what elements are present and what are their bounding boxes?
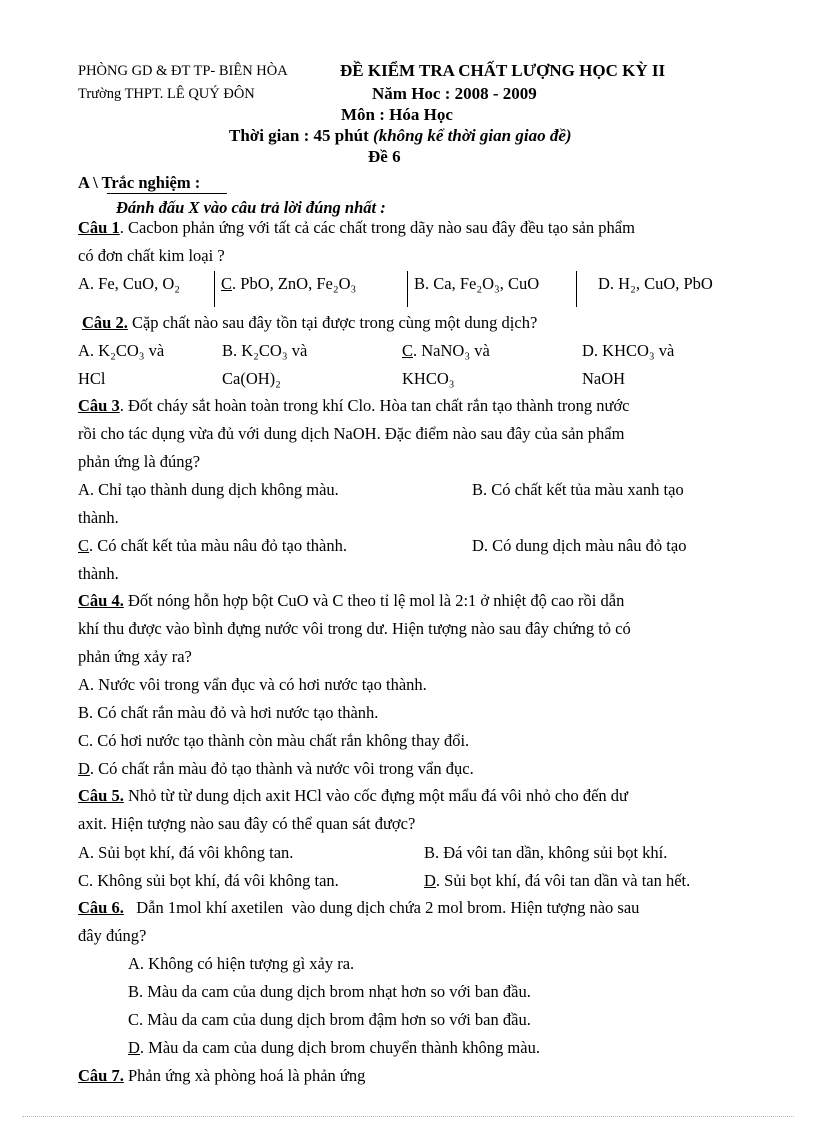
- q6-option-a[interactable]: A. Không có hiện tượng gì xảy ra.: [128, 954, 355, 973]
- page-bottom-divider: [22, 1116, 794, 1117]
- q5-line1: [78, 786, 628, 806]
- section-title-underline: [107, 193, 227, 194]
- q2-text: Cặp chất nào sau đây tồn tại được trong cùng một dung dịch?: [127, 313, 538, 332]
- q2-option-b-line1[interactable]: B. K₂CO₃ và: [222, 341, 308, 360]
- instruction: Đánh đấu X vào câu trả lời đúng nhất :: [116, 198, 386, 217]
- q5-line2: axit. Hiện tượng nào sau đây có thể quan sát được?: [78, 814, 416, 833]
- q2-option-c-line1[interactable]: [402, 341, 490, 361]
- q4-label: Câu 4.: [78, 591, 124, 610]
- q1-text: . Cacbon phản ứng với tất cả các chất trong dãy nào sau đây đều tạo sản phẩm: [119, 218, 635, 237]
- q1-option-a[interactable]: A. Fe, CuO, O₂: [78, 274, 181, 293]
- q5-option-c[interactable]: C. Không sủi bọt khí, đá vôi không tan.: [78, 871, 339, 890]
- school-name: Trường THPT. LÊ QUÝ ĐÔN: [78, 86, 255, 102]
- q4-line1: [78, 591, 624, 611]
- q4-option-d[interactable]: [78, 759, 474, 779]
- q2-line1: [82, 313, 537, 333]
- q2-option-d-line1[interactable]: D. KHCO₃ và: [582, 341, 675, 360]
- section-title-text: A \ Trắc nghiệm :: [78, 173, 201, 192]
- q3-option-b[interactable]: B. Có chất kết tủa màu xanh tạo: [472, 480, 684, 499]
- q6-line1: [78, 898, 639, 918]
- q4-option-d-text: . Có chất rắn màu đỏ tạo thành và nước vôi trong vẩn đục.: [89, 759, 474, 778]
- q1-option-c-text: . PbO, ZnO, Fe₂O₃: [232, 274, 357, 293]
- q3-option-c[interactable]: [78, 536, 347, 556]
- q2-option-d-line2: NaOH: [582, 369, 626, 388]
- q1-divider-3: [576, 271, 577, 307]
- q1-divider-2: [407, 271, 408, 307]
- q2-option-c-text: . NaNO₃ và: [413, 341, 490, 360]
- q3-option-d-cont: thành.: [78, 564, 119, 583]
- q4-option-b[interactable]: B. Có chất rắn màu đỏ và hơi nước tạo thành.: [78, 703, 379, 722]
- q3-option-d[interactable]: D. Có dung dịch màu nâu đỏ tạo: [472, 536, 687, 555]
- q5-option-d-letter: D: [424, 871, 436, 890]
- q1-option-b[interactable]: B. Ca, Fe₂O₃, CuO: [414, 274, 540, 293]
- exam-code: Đề 6: [368, 147, 401, 166]
- q6-line2: đây đúng?: [78, 926, 147, 945]
- q7-label: Câu 7.: [78, 1066, 124, 1085]
- q1-line2: có đơn chất kim loại ?: [78, 246, 225, 265]
- q2-option-c-line2: KHCO₃: [402, 369, 455, 388]
- dept-name: PHÒNG GD & ĐT TP- BIÊN HÒA: [78, 63, 288, 79]
- time-limit: [229, 126, 572, 146]
- q6-option-c[interactable]: C. Màu da cam của dung dịch brom đậm hơn so với ban đầu.: [128, 1010, 531, 1029]
- q5-option-d-text: . Sủi bọt khí, đá vôi tan dần và tan hết.: [435, 871, 691, 890]
- school-year: Năm Hoc : 2008 - 2009: [372, 84, 537, 103]
- q3-label: Câu 3: [78, 396, 120, 415]
- section-title: [78, 173, 200, 193]
- q7-line1: [78, 1066, 365, 1086]
- q3-option-a[interactable]: A. Chỉ tạo thành dung dịch không màu.: [78, 480, 339, 499]
- q2-option-b-line2: Ca(OH)₂: [222, 369, 281, 388]
- q1-label: Câu 1: [78, 218, 120, 237]
- time-note: (không kể thời gian giao đề): [373, 126, 572, 145]
- q5-label: Câu 5.: [78, 786, 124, 805]
- q4-option-c[interactable]: C. Có hơi nước tạo thành còn màu chất rắn không thay đổi.: [78, 731, 470, 750]
- q3-line2: rồi cho tác dụng vừa đủ với dung dịch NaOH. Đặc điểm nào sau đây của sản phẩm: [78, 424, 625, 443]
- q1-line1: [78, 218, 635, 238]
- q2-option-c-letter: C: [402, 341, 414, 360]
- q6-option-d[interactable]: [128, 1038, 540, 1058]
- q3-option-c-text: . Có chất kết tủa màu nâu đỏ tạo thành.: [89, 536, 347, 555]
- q3-option-c-letter: C: [78, 536, 90, 555]
- q1-option-c[interactable]: [221, 274, 356, 294]
- q1-divider-1: [214, 271, 215, 307]
- q4-text-1: Đốt nóng hỗn hợp bột CuO và C theo tỉ lệ mol là 2:1 ở nhiệt độ cao rồi dẫn: [123, 591, 625, 610]
- q6-option-d-letter: D: [128, 1038, 140, 1057]
- q2-label: Câu 2.: [82, 313, 128, 332]
- q6-text-1: Dẫn 1mol khí axetilen vào dung dịch chứa 2 mol brom. Hiện tượng nào sau: [123, 898, 640, 917]
- subject: Môn : Hóa Học: [341, 105, 453, 124]
- q2-option-a-line2: HCl: [78, 369, 106, 388]
- q6-option-d-text: . Màu da cam của dung dịch brom chuyển thành không màu.: [139, 1038, 540, 1057]
- time-label: Thời gian : 45 phút: [229, 126, 369, 145]
- exam-title: ĐỀ KIỂM TRA CHẤT LƯỢNG HỌC KỲ II: [340, 61, 666, 80]
- q6-label: Câu 6.: [78, 898, 124, 917]
- q4-line2: khí thu được vào bình đựng nước vôi trong dư. Hiện tượng nào sau đây chứng tỏ có: [78, 619, 631, 638]
- q3-option-b-cont: thành.: [78, 508, 119, 527]
- q3-line1: [78, 396, 630, 416]
- q1-option-c-letter: C: [221, 274, 233, 293]
- q7-text: Phản ứng xà phòng hoá là phản ứng: [123, 1066, 366, 1085]
- q5-option-a[interactable]: A. Sủi bọt khí, đá vôi không tan.: [78, 843, 294, 862]
- q6-option-b[interactable]: B. Màu da cam của dung dịch brom nhạt hơn so với ban đầu.: [128, 982, 531, 1001]
- q5-option-b[interactable]: B. Đá vôi tan dần, không sủi bọt khí.: [424, 843, 668, 862]
- q3-line3: phản ứng là đúng?: [78, 452, 201, 471]
- q4-option-a[interactable]: A. Nước vôi trong vẩn đục và có hơi nước tạo thành.: [78, 675, 427, 694]
- q4-line3: phản ứng xảy ra?: [78, 647, 192, 666]
- q1-option-d[interactable]: D. H₂, CuO, PbO: [598, 274, 713, 293]
- q3-text-1: . Đốt cháy sắt hoàn toàn trong khí Clo. Hòa tan chất rắn tạo thành trong nước: [119, 396, 630, 415]
- q5-text-1: Nhỏ từ từ dung dịch axit HCl vào cốc đựng một mẩu đá vôi nhỏ cho đến dư: [123, 786, 628, 805]
- q2-option-a-line1[interactable]: A. K₂CO₃ và: [78, 341, 165, 360]
- q4-option-d-letter: D: [78, 759, 90, 778]
- q5-option-d[interactable]: [424, 871, 690, 891]
